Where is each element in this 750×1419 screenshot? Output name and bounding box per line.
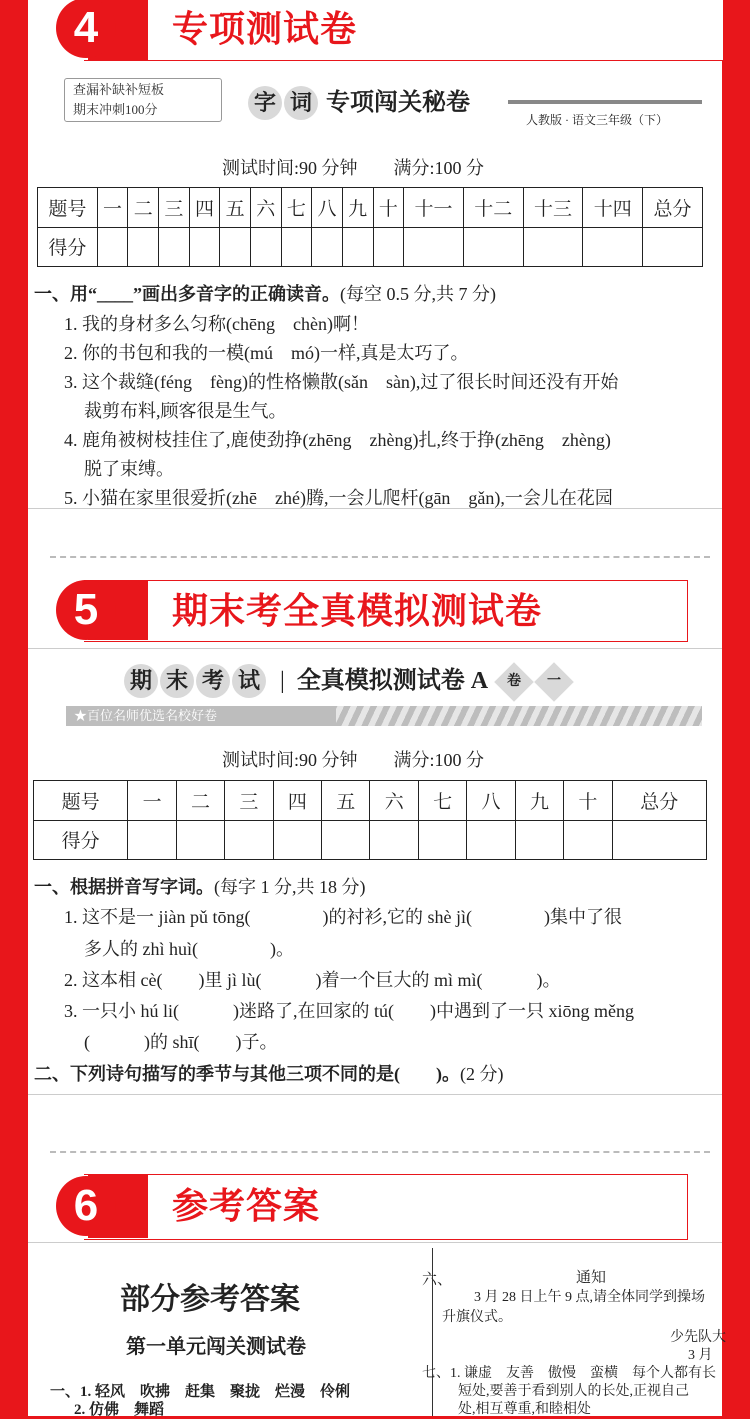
question-1-title: 一、用“____”画出多音字的正确读音。(每空 0.5 分,共 7 分) xyxy=(34,284,496,304)
section-6-number: 6 xyxy=(56,1176,116,1236)
question-line: 5. 小猫在家里很爱折(zhē zhé)腾,一会儿爬杆(gān gǎn),一会儿在花园 xyxy=(64,488,613,508)
score-header-cell: 一 xyxy=(128,781,176,821)
question-line: ( )的 shī( )子。 xyxy=(84,1032,278,1052)
score-header-cell: 四 xyxy=(273,781,321,821)
score-header-label: 题号 xyxy=(34,781,128,821)
stripe-label: ★百位名师优选名校好卷 xyxy=(66,706,336,726)
score-header-cell: 十四 xyxy=(583,188,643,228)
score-cell[interactable] xyxy=(128,820,176,860)
answer-line: 少先队大 xyxy=(670,1330,726,1345)
answer-line: 3 月 xyxy=(688,1348,713,1363)
title-rule xyxy=(508,100,702,104)
answer-line: 一、1. 轻风 吹拂 赶集 聚拢 烂漫 伶俐 xyxy=(50,1384,351,1400)
question-line: 3. 一只小 hú li( )迷路了,在回家的 tú( )中遇到了一只 xiōng měng xyxy=(64,1001,634,1021)
score-cell[interactable] xyxy=(463,227,523,267)
answer-subtitle: 第一单元闯关测试卷 xyxy=(126,1336,306,1358)
score-header-cell: 九 xyxy=(342,188,373,228)
question-line: 1. 这不是一 jiàn pǔ tōng( )的衬衫,它的 shè jì( )集中了很 xyxy=(64,907,622,927)
score-header-cell: 五 xyxy=(322,781,370,821)
section-4-title: 专项测试卷 xyxy=(172,8,358,49)
paper-title-4 xyxy=(248,82,470,120)
score-header-cell: 十三 xyxy=(523,188,583,228)
score-header-cell: 七 xyxy=(418,781,466,821)
question-line: 1. 我的身材多么匀称(chēng chèn)啊！ xyxy=(64,314,369,334)
section-6-title: 参考答案 xyxy=(172,1185,321,1226)
stripe-banner xyxy=(66,706,702,726)
dashed-divider xyxy=(50,556,710,558)
crop-line xyxy=(28,508,722,509)
score-header-cell: 四 xyxy=(189,188,220,228)
score-row-label: 得分 xyxy=(34,820,128,860)
page xyxy=(28,0,726,1418)
score-header-label: 题号 xyxy=(38,188,98,228)
score-cell[interactable] xyxy=(612,820,706,860)
edition-label: 人教版 · 语文三年级（下） xyxy=(526,113,668,127)
score-cell[interactable] xyxy=(523,227,583,267)
score-cell[interactable] xyxy=(250,227,281,267)
score-header-cell: 总分 xyxy=(643,188,703,228)
score-cell[interactable] xyxy=(189,227,220,267)
question-line: 2. 这本相 cè( )里 jì lù( )着一个巨大的 mì mì( )。 xyxy=(64,970,561,990)
time-line-4: 测试时间:90 分钟 满分:100 分 xyxy=(222,158,485,178)
question-line: 3. 这个裁缝(féng fèng)的性格懒散(sǎn sàn),过了很长时间还没有开始 xyxy=(64,372,619,392)
circle-char: 字 xyxy=(248,86,282,120)
score-cell[interactable] xyxy=(515,820,563,860)
score-header-cell: 六 xyxy=(250,188,281,228)
answer-line: 3 月 28 日上午 9 点,请全体同学到操场 xyxy=(474,1290,705,1305)
badge-line-1: 查漏补缺补短板 xyxy=(73,82,165,97)
score-cell[interactable] xyxy=(373,227,404,267)
score-cell[interactable] xyxy=(322,820,370,860)
time-line-5: 测试时间:90 分钟 满分:100 分 xyxy=(222,750,485,770)
question-1-title: 一、根据拼音写字词。(每字 1 分,共 18 分) xyxy=(34,877,366,897)
answer-line: 2. 仿佛 舞蹈 xyxy=(74,1402,165,1418)
paper-title-text: 全真模拟测试卷 A xyxy=(296,668,489,694)
section-6-header xyxy=(58,1174,688,1238)
score-header-cell: 十 xyxy=(564,781,612,821)
score-cell[interactable] xyxy=(220,227,251,267)
score-cell[interactable] xyxy=(97,227,128,267)
answer-line: 七、1. 谦虚 友善 傲慢 蛮横 每个人都有长 xyxy=(422,1366,716,1381)
answer-line: 短处,要善于看到别人的长处,正视自己 xyxy=(458,1384,689,1399)
question-2-title: 二、下列诗句描写的季节与其他三项不同的是( )。(2 分) xyxy=(34,1064,504,1084)
score-header-cell: 五 xyxy=(220,188,251,228)
score-cell[interactable] xyxy=(128,227,159,267)
paper-title-text: 专项闯关秘卷 xyxy=(326,90,470,116)
answer-title: 部分参考答案 xyxy=(120,1283,300,1316)
question-line: 脱了束缚。 xyxy=(84,459,174,479)
score-value-row xyxy=(38,227,703,267)
score-header-cell: 一 xyxy=(97,188,128,228)
question-line: 2. 你的书包和我的一模(mú mó)一样,真是太巧了。 xyxy=(64,343,469,363)
score-cell[interactable] xyxy=(342,227,373,267)
score-header-cell: 七 xyxy=(281,188,312,228)
score-cell[interactable] xyxy=(159,227,190,267)
score-header-cell: 二 xyxy=(128,188,159,228)
paper-title-5: 期 末 考 试 | 全真模拟测试卷 A 卷 一 xyxy=(124,660,574,698)
score-cell[interactable] xyxy=(312,227,343,267)
score-header-row xyxy=(34,781,707,821)
section-5-number: 5 xyxy=(56,580,116,640)
score-header-cell: 八 xyxy=(467,781,515,821)
question-line: 4. 鹿角被树枝挂住了,鹿使劲挣(zhēng zhèng)扎,终于挣(zhēng zhèng) xyxy=(64,430,611,450)
answer-line: 六、 xyxy=(422,1272,453,1288)
answer-line: 处,相互尊重,和睦相处 xyxy=(458,1402,591,1417)
score-cell[interactable] xyxy=(467,820,515,860)
section-4-header xyxy=(58,0,724,60)
question-line: 裁剪布料,顾客很是生气。 xyxy=(84,401,287,421)
question-line: 多人的 zhì huì( )。 xyxy=(84,939,294,959)
score-cell[interactable] xyxy=(370,820,418,860)
score-cell[interactable] xyxy=(643,227,703,267)
score-cell[interactable] xyxy=(281,227,312,267)
crop-line xyxy=(28,1094,722,1095)
badge-line-2: 期末冲刺100分 xyxy=(73,102,158,117)
crop-line xyxy=(28,648,722,649)
dashed-divider xyxy=(50,1151,710,1153)
score-cell[interactable] xyxy=(583,227,643,267)
score-header-cell: 三 xyxy=(225,781,273,821)
score-cell[interactable] xyxy=(273,820,321,860)
diamond-mark: 一 xyxy=(534,663,574,703)
score-row-label: 得分 xyxy=(38,227,98,267)
score-header-cell: 三 xyxy=(159,188,190,228)
crop-line xyxy=(28,1242,722,1243)
answer-line: 通知 xyxy=(576,1270,607,1286)
answer-line: 升旗仪式。 xyxy=(442,1310,512,1325)
section-5-title: 期末考全真模拟测试卷 xyxy=(172,590,543,631)
score-header-cell: 十 xyxy=(373,188,404,228)
score-cell[interactable] xyxy=(418,820,466,860)
score-header-cell: 总分 xyxy=(612,781,706,821)
score-table-4 xyxy=(37,187,703,267)
score-header-cell: 六 xyxy=(370,781,418,821)
promo-badge xyxy=(64,78,222,122)
score-value-row xyxy=(34,820,707,860)
score-table-5 xyxy=(33,780,707,860)
score-header-cell: 十一 xyxy=(404,188,464,228)
score-cell[interactable] xyxy=(564,820,612,860)
score-cell[interactable] xyxy=(404,227,464,267)
diamond-mark: 卷 xyxy=(494,663,534,703)
section-5-header xyxy=(58,580,688,640)
score-header-row xyxy=(38,188,703,228)
score-header-cell: 八 xyxy=(312,188,343,228)
score-cell[interactable] xyxy=(176,820,224,860)
score-header-cell: 二 xyxy=(176,781,224,821)
score-header-cell: 九 xyxy=(515,781,563,821)
score-header-cell: 十二 xyxy=(463,188,523,228)
circle-char: 词 xyxy=(284,86,318,120)
score-cell[interactable] xyxy=(225,820,273,860)
section-4-number: 4 xyxy=(56,0,116,58)
